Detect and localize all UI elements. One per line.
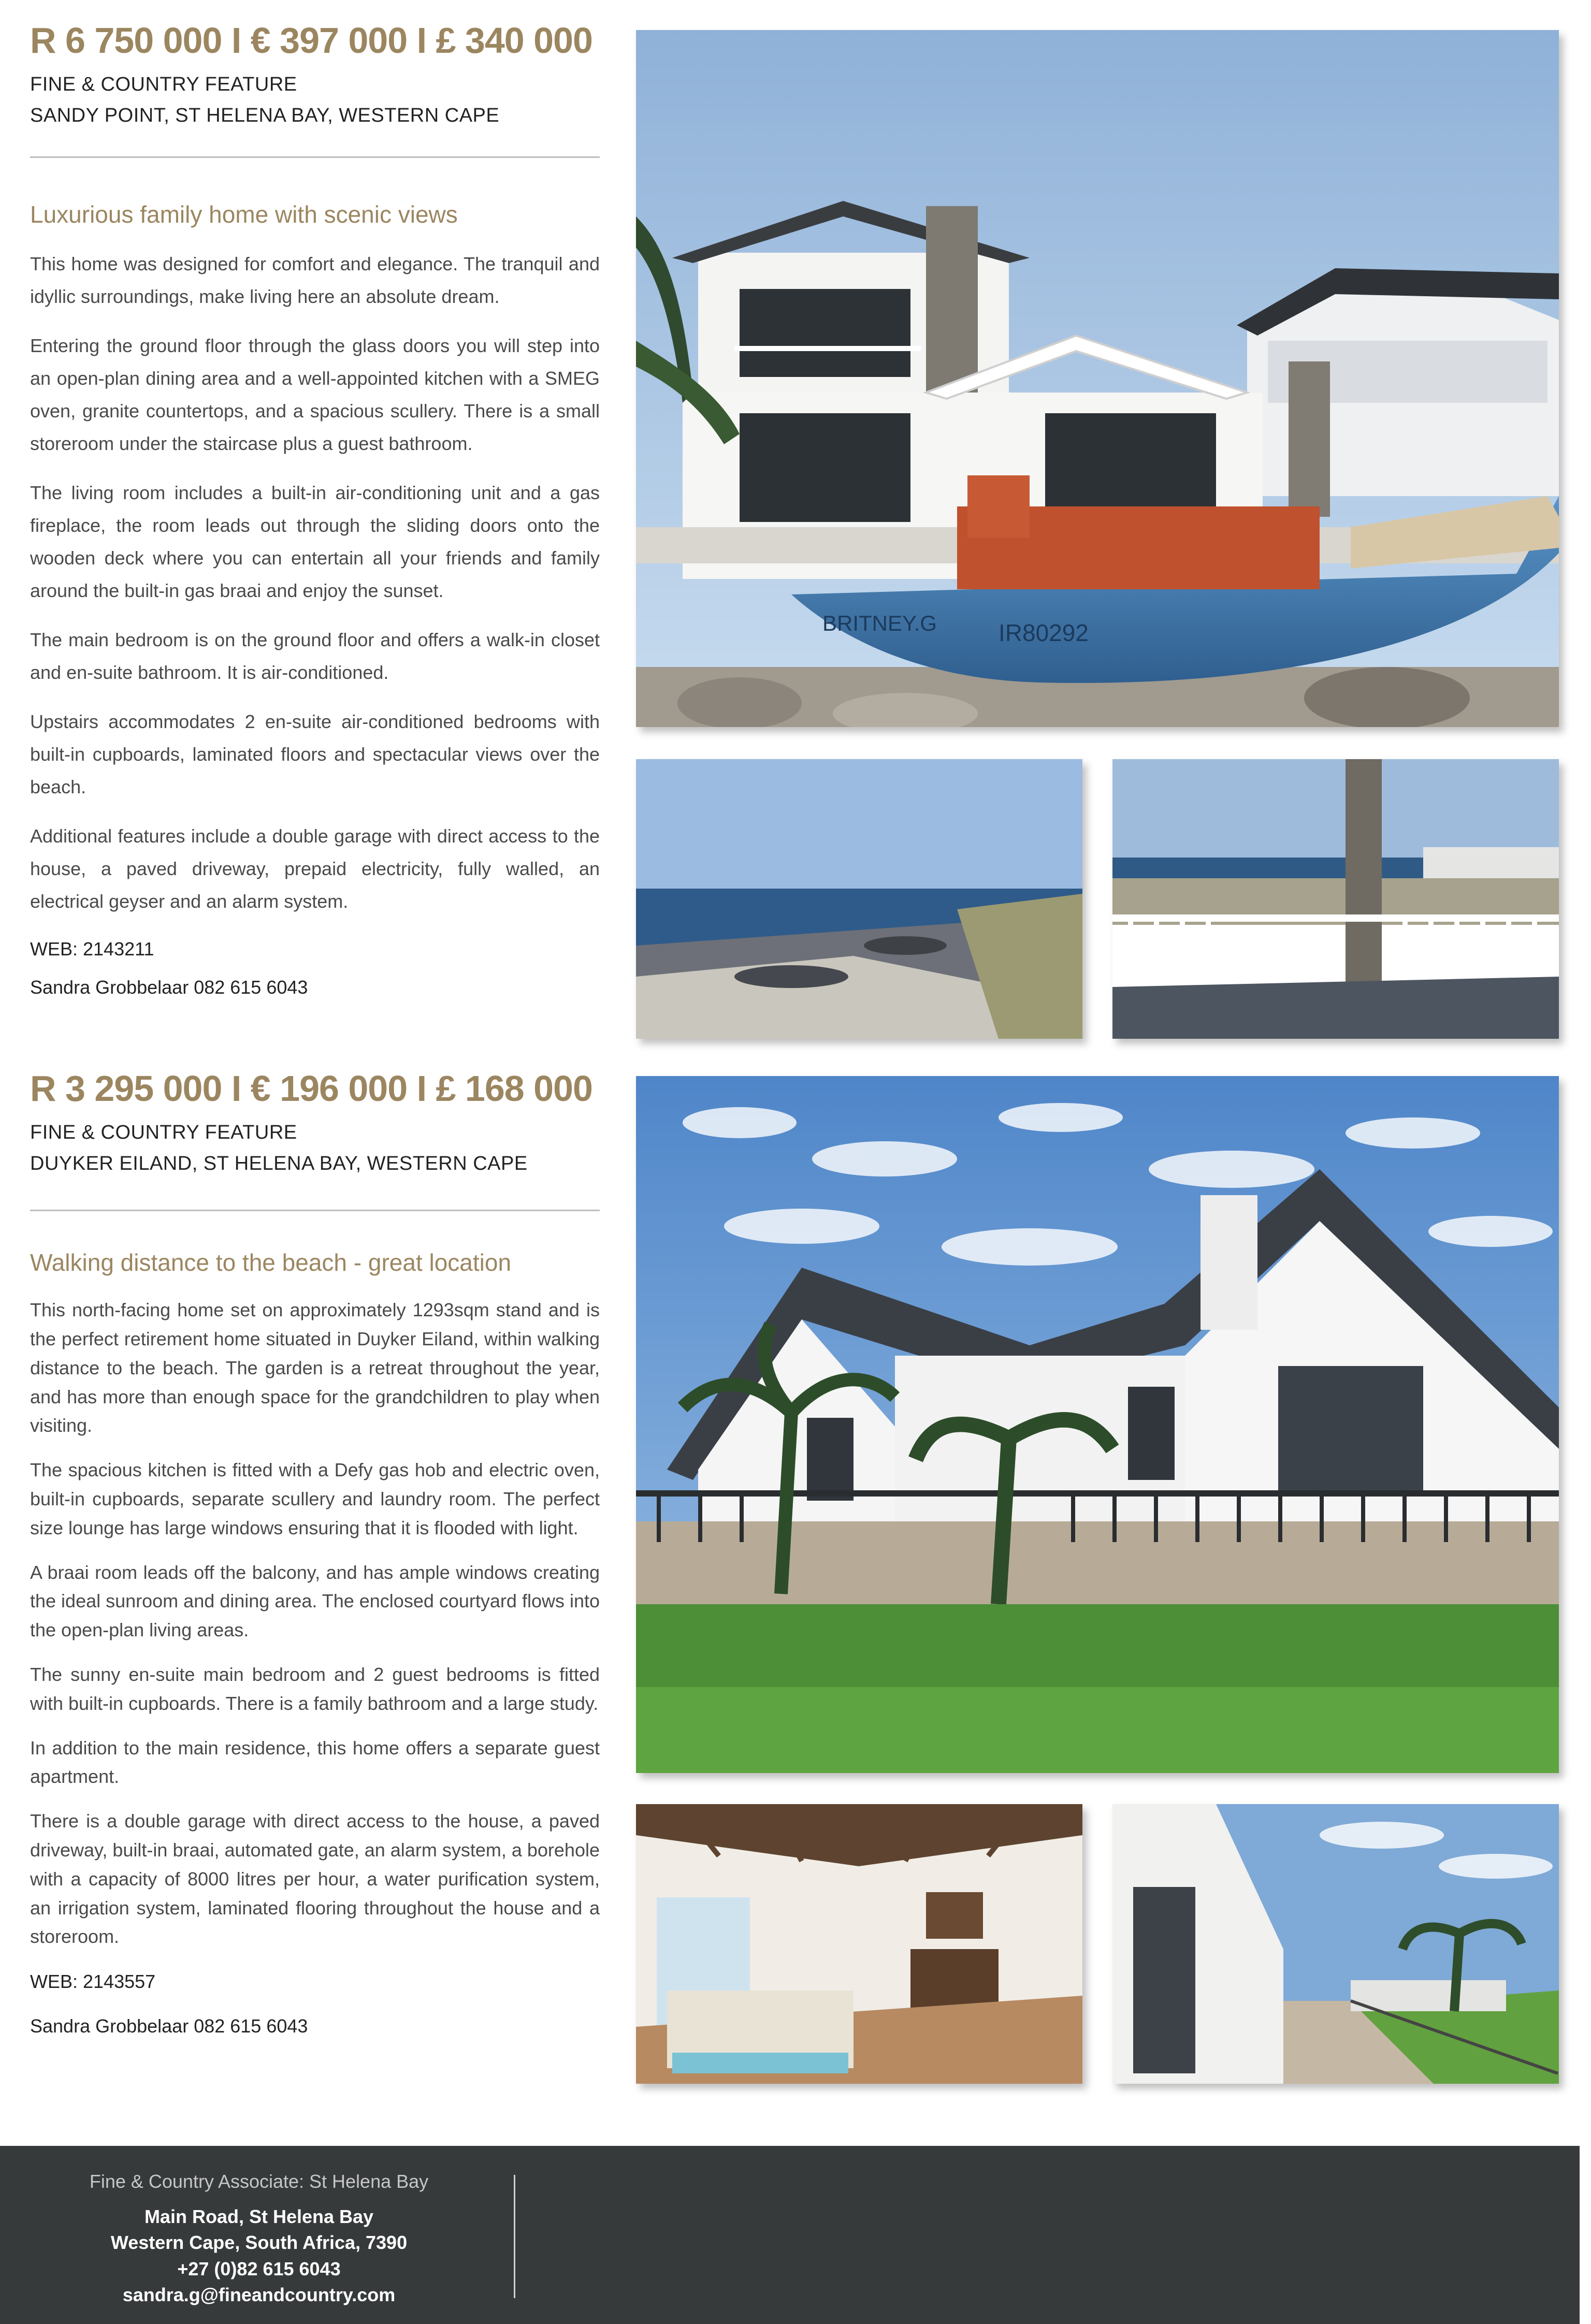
boat-registration: IR80292 [999, 619, 1089, 646]
listing-1-price: R 6 750 000 I € 397 000 I £ 340 000 [30, 20, 592, 61]
listing-2-description [30, 1296, 600, 1951]
listing-1-paragraph: Entering the ground floor through the glass doors you will step into an open-plan dining area and a well-appointed kitchen with a SMEG oven, granite countertops, and a spacious scullery. There is a small storeroom under the staircase plus a guest bathroom. [30, 335, 600, 455]
listing-1-paragraph: The main bedroom is on the ground floor and offers a walk-in closet and en-suite bathroom. It is air-conditioned. [30, 629, 600, 684]
footer-contact-block [62, 2171, 456, 2308]
listing-2-divider [30, 1210, 600, 1211]
listing-2-paragraph: There is a double garage with direct access to the house, a paved driveway, built-in braai, automated gate, an alarm system, a borehole with a capacity of 8000 litres per hour, a water purification system, an irrigation system, laminated flooring throughout the house and a storeroom. [30, 1810, 600, 1948]
footer-associate: Fine & Country Associate: St Helena Bay [89, 2171, 429, 2192]
listing-1-paragraph: Upstairs accommodates 2 en-suite air-conditioned bedrooms with built-in cupboards, laminated floors and spectacular views over the beach. [30, 711, 600, 798]
listing-2-interior-photo [636, 1804, 1082, 2084]
footer-email[interactable]: sandra.g@fineandcountry.com [122, 2284, 396, 2306]
listing-1-description [30, 248, 600, 918]
listing-2-paragraph: The sunny en-suite main bedroom and 2 guest bedrooms is fitted with built-in cupboards. There is a family bathroom and a large study. [30, 1664, 600, 1714]
listing-2-web-ref[interactable]: WEB: 2143557 [30, 1971, 156, 1993]
listing-2-paragraph: A braai room leads off the balcony, and has ample windows creating the ideal sunroom and dining area. The enclosed courtyard flows into the open-plan living areas. [30, 1561, 600, 1641]
listing-1-divider [30, 156, 600, 158]
listing-2-agent-contact[interactable]: Sandra Grobbelaar 082 615 6043 [30, 2015, 308, 2037]
listing-1-paragraph: The living room includes a built-in air-conditioning unit and a gas fireplace, the room leads out through the sliding doors onto the wooden deck where you can entertain all your friends and family around the built-in gas braai and enjoy the sunset. [30, 482, 600, 602]
listing-2-paragraph: The spacious kitchen is fitted with a Defy gas hob and electric oven, built-in cupboards, separate scullery and laundry room. The perfect size lounge has large windows ensuring that it is flooded with light. [30, 1459, 600, 1538]
listing-1-web-ref[interactable]: WEB: 2143211 [30, 938, 154, 960]
boat-name: BRITNEY.G [822, 611, 937, 635]
listing-1-paragraph: This home was designed for comfort and elegance. The tranquil and idyllic surroundings, make living here an absolute dream. [30, 253, 600, 308]
footer-edge [1580, 2146, 1591, 2324]
listing-1-headline: Luxurious family home with scenic views [30, 201, 458, 228]
agency-footer [0, 2146, 1591, 2324]
listing-2-price: R 3 295 000 I € 196 000 I £ 168 000 [30, 1068, 592, 1109]
listing-1-details [30, 20, 600, 1002]
footer-address-line-1: Main Road, St Helena Bay [144, 2206, 374, 2227]
listing-2-walkway-photo [1112, 1804, 1559, 2084]
listing-1-paragraph: Additional features include a double garage with direct access to the house, a paved driveway, prepaid electricity, fully walled, an electrical geyser and an alarm system. [30, 825, 600, 912]
listing-2-headline: Walking distance to the beach - great location [30, 1249, 512, 1276]
listing-1-agent-contact[interactable]: Sandra Grobbelaar 082 615 6043 [30, 976, 308, 998]
listing-1-hero-photo [636, 30, 1559, 727]
listing-1-location: SANDY POINT, ST HELENA BAY, WESTERN CAPE [30, 105, 500, 127]
footer-address-line-2: Western Cape, South Africa, 7390 [110, 2232, 408, 2254]
listing-2-paragraph: This north-facing home set on approximately 1293sqm stand and is the perfect retirement home situated in Duyker Eiland, within walking distance to the beach. The garden is a retreat throughout the year, and has more than enough space for the grandchildren to play when visiting. [30, 1299, 600, 1436]
listing-2-location: DUYKER EILAND, ST HELENA BAY, WESTERN CAPE [30, 1153, 528, 1175]
listing-2-paragraph: In addition to the main residence, this home offers a separate guest apartment. [30, 1737, 600, 1788]
listing-1-balcony-photo [1112, 759, 1559, 1039]
footer-divider [514, 2175, 515, 2298]
footer-phone[interactable]: +27 (0)82 615 6043 [177, 2258, 341, 2279]
listing-1-tag: FINE & COUNTRY FEATURE [30, 73, 297, 95]
listing-2-details [30, 1068, 600, 2041]
listing-2-tag: FINE & COUNTRY FEATURE [30, 1121, 297, 1143]
listing-1-beach-photo [636, 759, 1082, 1039]
listing-2-hero-photo [636, 1076, 1559, 1773]
